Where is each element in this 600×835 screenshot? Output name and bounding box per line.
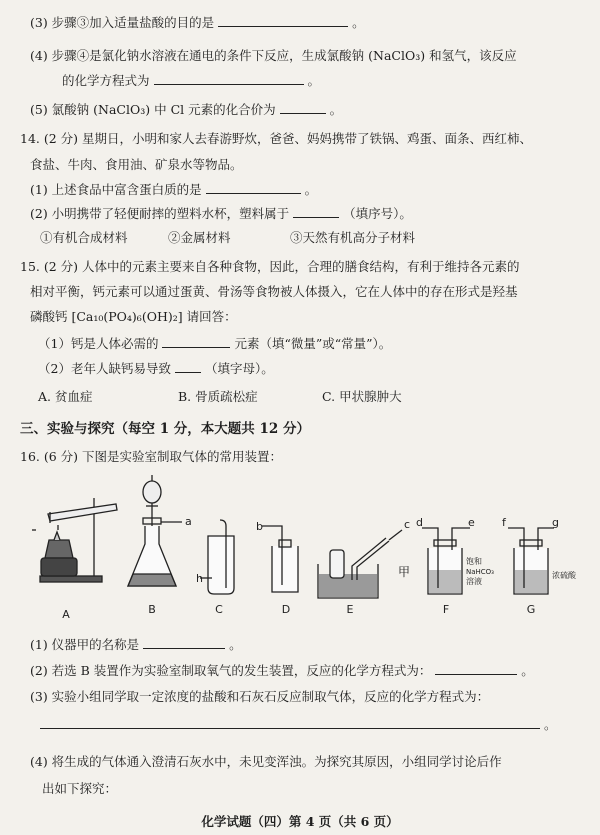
label-e: E [346,603,354,616]
q15-part1-text: （1）钙是人体必需的 [38,336,159,351]
q15-stem-line2: 相对平衡，钙元素可以通过蛋黄、骨汤等食物被人体摄入，它在人体中的存在形式是羟基 [30,284,518,299]
q15-part2-post: （填字母）。 [204,361,274,376]
q14-option-1: ①有机合成材料 [40,230,128,245]
apparatus-c [200,520,234,594]
q13-part4-blank [154,72,304,85]
q13-part4-end: 。 [307,73,320,88]
q14-part1-end: 。 [304,182,318,197]
q14-part1 [30,181,317,198]
port-h: h [196,572,203,585]
q13-part4-text: 的化学方程式为 [62,73,150,88]
q16-part1 [30,636,242,653]
q16-part2-text: (2) 若选 B 装置作为实验室制取氧气的发生装置，反应的化学方程式为： [30,663,432,678]
apparatus-f [422,528,470,594]
q16-part2 [30,662,534,679]
q14-part1-text: (1) 上述食品中富含蛋白质的是 [30,182,202,197]
q13-part4-line2 [62,72,320,89]
q14-option-3: ③天然有机高分子材料 [290,230,416,245]
apparatus-e [318,530,402,598]
q16-part2-blank [435,662,517,675]
label-b: B [148,603,156,616]
q13-part3 [30,14,365,31]
g-solution: 浓硫酸 [552,571,576,580]
f-solution-line3: 溶液 [466,577,482,586]
q14-part2-text: (2) 小明携带了轻便耐摔的塑料水杯，塑料属于 [30,206,290,221]
page-footer: 化学试题（四）第 4 页（共 6 页） [201,814,399,829]
q16-intro: 16. (6 分) 下图是实验室制取气体的常用装置： [20,449,283,464]
apparatus-figure [0,470,600,630]
label-f: F [442,603,450,616]
q14-stem-line2: 食盐、牛肉、食用油、矿泉水等物品。 [30,157,243,172]
q13-part3-blank [218,14,348,27]
port-c: c [404,518,411,531]
q16-part3-end: 。 [543,717,557,732]
apparatus-a [32,498,117,582]
port-e: e [468,516,475,529]
q16-part4-line2: 出如下探究： [42,781,118,796]
q16-part3-answer [40,716,557,733]
q14-option-2: ②金属材料 [168,230,231,245]
q13-part5-end: 。 [329,102,343,117]
q16-part1-text: (1) 仪器甲的名称是 [30,637,140,652]
q13-part5-text: (5) 氯酸钠 (NaClO₃) 中 Cl 元素的化合价为 [30,102,276,117]
q16-part1-end: 。 [229,637,242,652]
q15-part1 [38,335,391,352]
q15-part2 [38,360,274,377]
label-a: A [62,608,70,621]
port-f: f [502,516,506,529]
section-3-heading: 三、实验与探究（每空 1 分，本大题共 12 分） [20,421,310,437]
q15-part1-blank [162,335,230,348]
q13-part5-blank [280,101,326,114]
apparatus-g [508,528,554,594]
q15-option-a: A. 贫血症 [38,389,93,404]
f-solution-line1: 饱和 [466,557,482,566]
label-g: G [526,603,536,616]
port-g: g [552,516,559,529]
q15-part1-post: 元素（填“微量”或“常量”）。 [234,336,392,351]
q13-part3-text: (3) 步骤③加入适量盐酸的目的是 [30,15,215,30]
q16-part3: (3) 实验小组同学取一定浓度的盐酸和石灰石反应制取气体，反应的化学方程式为： [30,689,490,704]
port-d: d [416,516,423,529]
q14-part2 [30,205,412,222]
q15-stem-line3: 磷酸钙 [Ca₁₀(PO₄)₆(OH)₂] 请回答： [30,309,237,324]
q16-part3-blank [40,716,540,729]
label-d: D [281,603,291,616]
q14-part2-post: （填序号）。 [343,206,412,221]
q14-part2-blank [293,205,339,218]
q14-stem-line1: 14. (2 分) 星期日，小明和家人去春游野炊，爸爸、妈妈携带了铁锅、鸡蛋、面条、西红柿、 [20,131,533,146]
label-c: C [215,603,223,616]
q15-part2-text: （2）老年人缺钙易导致 [38,361,171,376]
f-solution-line2: NaHCO₃ [466,568,494,576]
apparatus-b [128,475,182,586]
q15-stem-line1: 15. (2 分) 人体中的元素主要来自各种食物，因此，合理的膳食结构，有利于维持各元素的 [20,259,520,274]
q14-part1-blank [206,181,301,194]
q16-part1-blank [143,636,225,649]
q13-part3-end: 。 [352,15,365,30]
q15-option-b: B. 骨质疏松症 [178,389,258,404]
q15-part2-blank [175,360,201,373]
port-b: b [256,520,263,533]
port-a: a [185,515,192,528]
q16-part4-line1: (4) 将生成的气体通入澄清石灰水中，未见变浑浊。为探究其原因，小组同学讨论后作 [30,754,502,769]
q16-part2-end: 。 [521,663,534,678]
apparatus-d [262,526,298,592]
q13-part4-line1: (4) 步骤④是氯化钠水溶液在通电的条件下反应，生成氯酸钠 (NaClO₃) 和氢气，该反应 [30,48,517,63]
label-jia: 甲 [398,565,411,579]
q15-option-c: C. 甲状腺肿大 [322,389,402,404]
q13-part5 [30,101,342,118]
